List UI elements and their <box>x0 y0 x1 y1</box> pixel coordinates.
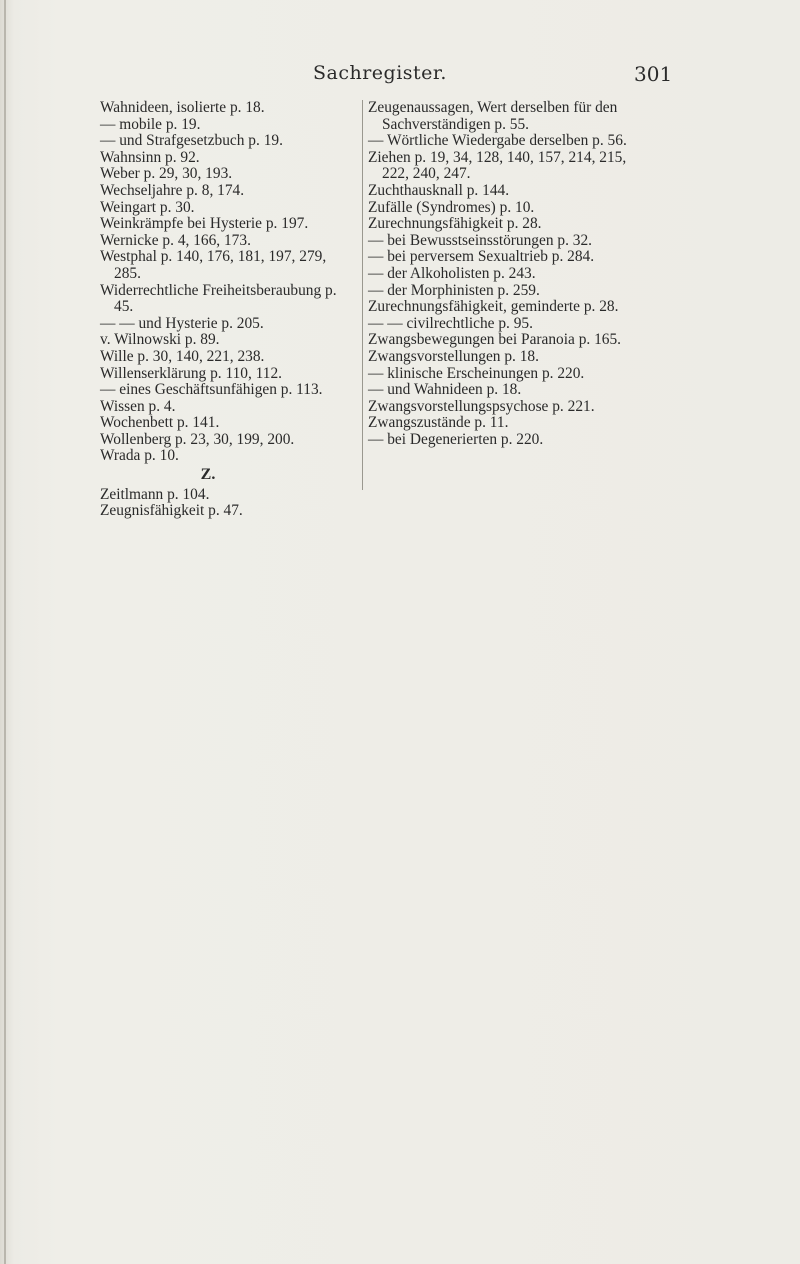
index-entry: Zwangsbewegungen bei Paranoia p. 165. <box>368 331 622 349</box>
index-entry: Willenserklärung p. 110, 112. <box>100 364 283 382</box>
index-entry: — — civilrechtliche p. 95. <box>368 314 533 332</box>
index-entry: — mobile p. 19. <box>100 115 201 133</box>
index-column-right <box>368 100 636 448</box>
page-header <box>0 62 800 92</box>
index-entry: v. Wilnowski p. 89. <box>100 331 220 349</box>
index-entry: Zeugnisfähigkeit p. 47. <box>100 502 243 520</box>
index-entry: — bei perversem Sexualtrieb p. 284. <box>368 248 595 266</box>
index-entry: — eines Geschäftsunfähigen p. 113. <box>100 381 323 399</box>
index-entry: Zeugenaussagen, Wert derselben für den Sachverständigen p. 55. <box>368 99 618 133</box>
index-entry: Zwangsvorstellungen p. 18. <box>368 347 539 365</box>
index-column-left <box>100 100 356 520</box>
page-spine-edge <box>4 0 6 1264</box>
index-entry: Zurechnungsfähigkeit, geminderte p. 28. <box>368 298 619 316</box>
index-entry: Zwangsvorstellungspsychose p. 221. <box>368 397 595 415</box>
index-entry: Weinkrämpfe bei Hysterie p. 197. <box>100 215 309 233</box>
index-entry: Wrada p. 10. <box>100 447 179 465</box>
running-title: Sachregister. <box>313 62 447 84</box>
index-entry: — klinische Erscheinungen p. 220. <box>368 364 585 382</box>
index-entry: Westphal p. 140, 176, 181, 197, 279, 285. <box>100 248 327 282</box>
index-entry: — der Morphinisten p. 259. <box>368 281 540 299</box>
index-entry: — Wörtliche Wiedergabe derselben p. 56. <box>368 132 627 150</box>
index-entry: Zurechnungsfähigkeit p. 28. <box>368 215 542 233</box>
index-entry: — und Wahnideen p. 18. <box>368 381 522 399</box>
index-entry: Zwangszustände p. 11. <box>368 414 509 432</box>
index-entry: — bei Degenerierten p. 220. <box>368 430 544 448</box>
column-divider <box>362 100 363 490</box>
index-entry: Wochenbett p. 141. <box>100 414 220 432</box>
index-entry: — bei Bewusstseinsstörungen p. 32. <box>368 231 593 249</box>
index-entry: — der Alkoholisten p. 243. <box>368 264 536 282</box>
index-entry: Widerrechtliche Freiheitsberaubung p. 45. <box>100 281 337 316</box>
index-entry: Wernicke p. 4, 166, 173. <box>100 231 251 249</box>
index-entry: Weber p. 29, 30, 193. <box>100 165 233 183</box>
index-entry: Wille p. 30, 140, 221, 238. <box>100 347 265 365</box>
index-entry: Zufälle (Syndromes) p. 10. <box>368 198 535 216</box>
index-entry: Wechseljahre p. 8, 174. <box>100 181 245 199</box>
index-entry: Wollenberg p. 23, 30, 199, 200. <box>100 430 295 448</box>
section-letter-heading: Z. <box>200 466 216 484</box>
index-entry: Wahnsinn p. 92. <box>100 148 200 166</box>
index-entry: Wahnideen, isolierte p. 18. <box>100 99 265 116</box>
index-entry: Zeitlmann p. 104. <box>100 485 210 503</box>
index-entry: — — und Hysterie p. 205. <box>100 314 264 332</box>
index-entry: Ziehen p. 19, 34, 128, 140, 157, 214, 215, 222, 240, 247. <box>368 148 627 183</box>
index-entry: Wissen p. 4. <box>100 397 176 415</box>
index-entry: Weingart p. 30. <box>100 198 195 216</box>
index-entry: — und Strafgesetzbuch p. 19. <box>100 132 283 150</box>
page-number: 301 <box>634 62 673 86</box>
index-entry: Zuchthausknall p. 144. <box>368 181 510 199</box>
